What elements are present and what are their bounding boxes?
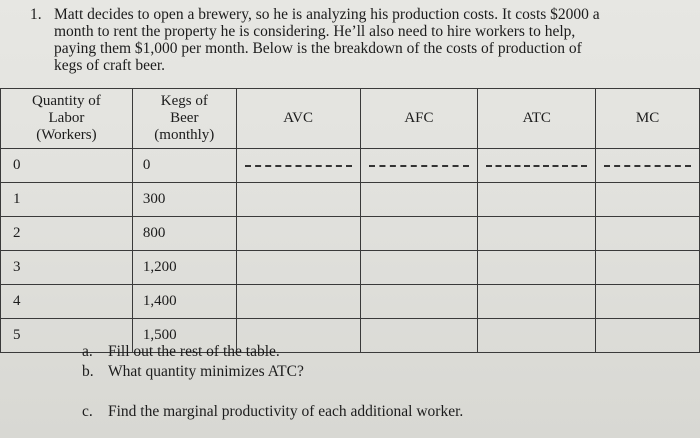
question-number: 1. <box>30 6 42 23</box>
header-quantity-of-labor: Quantity of Labor (Workers) <box>1 89 133 149</box>
atc-cell[interactable] <box>478 319 596 353</box>
labor-cell: 3 <box>1 251 133 285</box>
avc-cell[interactable] <box>236 217 360 251</box>
sub-question-c: c. Find the marginal productivity of each additional worker. <box>82 403 464 420</box>
question-1 <box>30 6 690 74</box>
atc-cell[interactable] <box>478 251 596 285</box>
avc-cell[interactable] <box>236 285 360 319</box>
table-row <box>1 217 700 251</box>
mc-cell[interactable] <box>596 217 700 251</box>
afc-cell[interactable] <box>360 319 478 353</box>
afc-cell[interactable] <box>360 183 478 217</box>
table-header-row <box>1 89 700 149</box>
afc-cell[interactable] <box>360 149 478 183</box>
afc-cell[interactable] <box>360 251 478 285</box>
kegs-cell: 800 <box>132 217 236 251</box>
question-text: Matt decides to open a brewery, so he is analyzing his production costs. It costs $2000 a month to rent the property he is considering. He’ll also need to hire workers to help, paying them $1,000 per month. Below is the breakdown of the costs of production of kegs of craft beer. <box>54 6 600 74</box>
labor-cell: 4 <box>1 285 133 319</box>
mc-cell[interactable] <box>596 183 700 217</box>
labor-cell: 0 <box>1 149 133 183</box>
table-row <box>1 251 700 285</box>
cost-table <box>0 88 700 353</box>
table-row <box>1 285 700 319</box>
dash-line <box>604 165 691 167</box>
labor-cell: 5 <box>1 319 133 353</box>
atc-cell[interactable] <box>478 149 596 183</box>
header-avc: AVC <box>236 89 360 149</box>
afc-cell[interactable] <box>360 217 478 251</box>
header-kegs-of-beer: Kegs of Beer (monthly) <box>132 89 236 149</box>
kegs-cell: 300 <box>132 183 236 217</box>
avc-cell[interactable] <box>236 149 360 183</box>
afc-cell[interactable] <box>360 285 478 319</box>
dash-line <box>486 165 587 167</box>
avc-cell[interactable] <box>236 183 360 217</box>
atc-cell[interactable] <box>478 285 596 319</box>
dash-line <box>369 165 470 167</box>
kegs-cell: 1,400 <box>132 285 236 319</box>
dash-line <box>245 165 352 167</box>
avc-cell[interactable] <box>236 251 360 285</box>
mc-cell[interactable] <box>596 149 700 183</box>
header-afc: AFC <box>360 89 478 149</box>
table-row <box>1 149 700 183</box>
kegs-cell: 1,500 <box>132 319 236 353</box>
atc-cell[interactable] <box>478 183 596 217</box>
mc-cell[interactable] <box>596 285 700 319</box>
header-atc: ATC <box>478 89 596 149</box>
labor-cell: 1 <box>1 183 133 217</box>
sub-question-a: a. Fill out the rest of the table. <box>82 343 280 360</box>
mc-cell[interactable] <box>596 251 700 285</box>
kegs-cell: 1,200 <box>132 251 236 285</box>
sub-question-b: b. What quantity minimizes ATC? <box>82 363 304 380</box>
mc-cell[interactable] <box>596 319 700 353</box>
header-mc: MC <box>596 89 700 149</box>
labor-cell: 2 <box>1 217 133 251</box>
atc-cell[interactable] <box>478 217 596 251</box>
table-row <box>1 183 700 217</box>
kegs-cell: 0 <box>132 149 236 183</box>
